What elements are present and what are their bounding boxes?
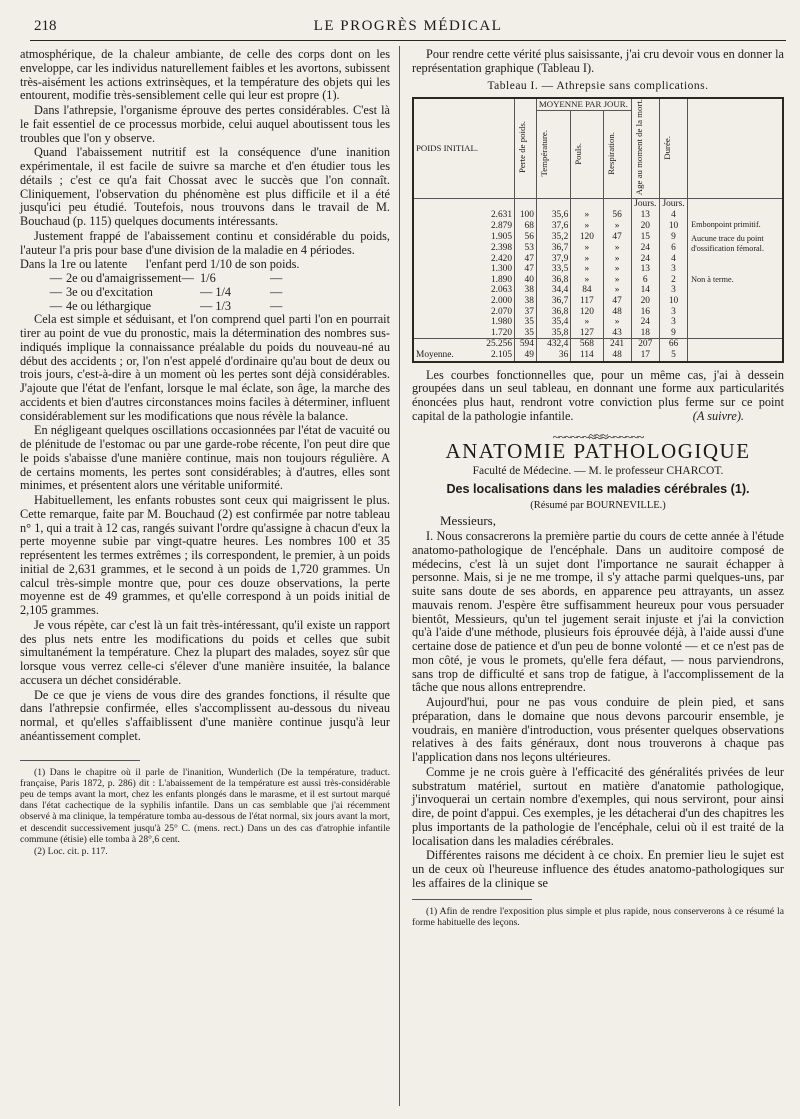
paragraph: Différentes raisons me décident à ce choix. En premier lieu le sujet est un de ceux où l'heureuse influence des études anatomo-pathologiques sur les affaires de la clinique se: [412, 848, 784, 890]
table-cell: 38: [515, 296, 537, 307]
mean-row: [413, 350, 783, 362]
table-cell: »: [603, 243, 631, 254]
phase-fraction: 1/6: [200, 271, 216, 285]
table-cell: 4: [659, 210, 687, 221]
table-units-row: [413, 199, 783, 210]
table-cell: 47: [603, 296, 631, 307]
header-temp-label: Température.: [538, 130, 549, 177]
unit-label: Jours.: [631, 199, 659, 210]
table-cell: »: [571, 275, 603, 286]
paragraph: Cela est simple et séduisant, et l'on comprend quel parti l'on en pourrait tirer au point de vue du pronostic, mais la détermination des nombres sus-indiqués implique la connaissance préalable du poids du nouveau-né au début des accidents ; or, l'on n'est appelé d'ordinaire qu'au bout de deux ou trois jours, c'est-à-dire à un moment où les pertes sont déjà considérables. J'ajoute que l'état de l'enfant, lorsque le mal éclate, son âge, la marche des accidents et bien d'autres circonstances moins faciles à déterminer, influent considérablement sur les modifications que nous révèle la balance.: [20, 312, 390, 423]
column-divider: [399, 46, 400, 1106]
table-cell: 2: [659, 275, 687, 286]
table-cell: »: [571, 254, 603, 265]
phase-name: 3e ou d'excitation: [66, 284, 153, 299]
table-cell: 2.420: [490, 253, 513, 264]
table-cell: 48: [603, 307, 631, 318]
table-cell: 127: [571, 328, 603, 339]
footnote: (1) Dans le chapitre où il parle de l'inanition, Wunderlich (De la température, traduct. française, Paris 1872, p. 286) dit : L'abaissement de la température est aussi très-considérable peu de temps avant la mort, chez les enfants plongés dans le marasme, et il est surtout marqué dans l'état cachectique de la syphilis infantile. Dans un cas semblable que j'ai récemment observé à ma clinique, la température tomba au-dessous de l'état normal, six jours avant la mort, et descendit successivement jusqu'à 25° C. (mens. rect.) Dans un des cas d'atrophie infantile commune (étisie) elle tomba à 28°,6 cent.: [20, 766, 390, 845]
table-cell: »: [603, 275, 631, 286]
header-resp-label: Respiration.: [605, 132, 616, 175]
table-cell: 84: [571, 285, 603, 296]
table-cell: 9: [659, 232, 687, 243]
table-cell: 43: [603, 328, 631, 339]
table-cell: 9: [659, 328, 687, 339]
phase-row: [20, 300, 390, 314]
table-cell: 1.905: [490, 231, 513, 242]
running-header: [30, 14, 786, 41]
table-cell: 117: [571, 296, 603, 307]
table-cell: 3: [659, 307, 687, 318]
phase-fraction: — 1/4: [200, 284, 232, 299]
table-cell: 37: [515, 307, 537, 318]
totals-row: [413, 339, 783, 350]
table-cell: 48: [603, 350, 631, 362]
table-row: [413, 210, 783, 221]
table-cell: »: [603, 285, 631, 296]
table-cell: 432,4: [536, 339, 570, 350]
paragraph: I. Nous consacrerons la première partie du cours de cette année à l'étude anatomo-pathologique de l'encéphale. Dans un auditoire composé de médecins, c'est là un sujet dont l'importance ne saurait échapper à personne. Mais, si je ne me trompe, il s'y attache parmi quelques-uns, par suite sans doute de ses abords, en apparence peu attrayants, un assez mauvais renom. J'espère être suffisamment heureux pour vous persuader bientôt, Messieurs, qu'un tel jugement serait injuste et j'ai la conviction qu'à l'aide d'une méthode, plusieurs fois éprouvée déjà, à l'aide aussi d'une certaine dose de patience et d'un peu de bonne volonté — et ce n'est pas de mon côté, je vous le promets, qu'elle fera défaut, — nous parviendrons, sans trop de difficulté et sans trop de fatigue, à l'accomplissement de la tâche que nous allons entreprendre.: [412, 529, 784, 695]
table-cell: 207: [631, 339, 659, 350]
table-cell: 120: [571, 307, 603, 318]
table-cell: 35: [515, 317, 537, 328]
header-age-label: Age au moment de la mort.: [633, 99, 644, 196]
table-cell: »: [603, 254, 631, 265]
table-cell: 4: [659, 254, 687, 265]
table-cell: 36: [536, 350, 570, 362]
remarks-cell: [688, 307, 783, 318]
paragraph: atmosphérique, de la chaleur ambiante, de celle des corps dont on les enveloppe, car les individus naturellement faibles et les avortons, subissent très-aisément les actions extrinsèques, et la température des objets qui les entourent, modifie très-sensiblement celle qui leur est propre (1).: [20, 47, 390, 103]
left-column: [20, 48, 390, 857]
phase-dash: —: [49, 284, 62, 299]
table-cell: [515, 199, 537, 210]
header-perte: [515, 98, 537, 198]
table-cell: 24: [631, 254, 659, 265]
table-cell: 24: [631, 243, 659, 254]
footnote: (2) Loc. cit. p. 117.: [34, 845, 108, 857]
paragraph: Les courbes fonctionnelles que, pour un même cas, j'ai à dessein groupées dans un seul tableau, en donnant une forme aux particularités énoncées plus haut, rendront votre conviction plus ferme sur ce point capital de la pathologie infantile.: [412, 367, 784, 423]
table-cell: 17: [631, 350, 659, 362]
table-row: [413, 254, 783, 265]
paragraph: Quand l'abaissement nutritif est la conséquence d'une inanition expérimentale, il est facile de suivre sa marche et d'en étudier tous les détails ; c'est ce qu'a fait Chossat avec le succès que l'on connaît. Cliniquement, l'observation du phénomène est plus difficile et il a été jusqu'ici peu étudié. Toutefois, nous trouvons dans le travail de M. Bouchaud (p. 115) quelques documents intéressants.: [20, 145, 390, 228]
table-cell: 100: [515, 210, 537, 221]
table-cell: 37,9: [536, 254, 570, 265]
table-cell: 37,6: [536, 221, 570, 232]
paragraph: Habituellement, les enfants robustes sont ceux qui maigrissent le plus. Cette remarque, faite par M. Bouchaud (2) est confirmée par notre tableau n° 1, qui a trait à 12 cas, rangés suivant l'ordre qu'assigne à chacun d'eux la perte moyenne subie par vingt-quatre heures. Les nombres 100 et 35 représentent les termes extrêmes ; ils correspondent, le premier, à un poids initial de 2,631 grammes, et le second à un poids de 1,720 grammes. Un calcul très-simple montre que, pour ces douze observations, la perte moyenne est de 49 grammes, et qu'elle correspond à un poids initial de 2,105 grammes.: [20, 493, 390, 617]
remark: Non à terme.: [688, 275, 783, 286]
table-cell: 24: [631, 317, 659, 328]
table-cell: 68: [515, 221, 537, 232]
phase-list: [20, 272, 390, 313]
table-cell: 35: [515, 328, 537, 339]
table-cell: 2.070: [490, 306, 513, 317]
table-cell: [688, 199, 783, 210]
header-temp: [536, 111, 570, 199]
table-cell: [413, 199, 515, 210]
table-cell: 56: [515, 232, 537, 243]
paragraph: Aujourd'hui, pour ne pas vous conduire de plein pied, et sans préparation, dans le domaine que nous devons parcourir ensemble, je voudrais, en manière d'introduction, vous présenter quelques observations relatives à des faits généraux, dont nous trouverons à chaque pas l'application dans nos leçons ultérieures.: [412, 695, 784, 765]
table-cell: 35,6: [536, 210, 570, 221]
table-cell: 56: [603, 210, 631, 221]
data-table: [412, 97, 784, 362]
table-cell: 16: [631, 307, 659, 318]
table-cell: [536, 199, 570, 210]
header-age: [631, 98, 659, 198]
header-moyenne: MOYENNE PAR JOUR.: [536, 98, 631, 111]
phase-row: [20, 272, 390, 286]
table-row: [413, 285, 783, 296]
paragraph: Je vous répète, car c'est là un fait très-intéressant, qu'il existe un rapport des plus nets entre les modifications du poids et celles que subit simultanément la température. Chez la plupart des malades, soyez sûr que lorsque vous verrez celle-ci s'élever d'une manière insuitée, la balance accusera un déchet considérable.: [20, 617, 390, 687]
table-cell: 6: [631, 275, 659, 286]
mean-value: 2.105: [490, 350, 513, 361]
greeting: Messieurs,: [440, 513, 496, 529]
table-cell: [603, 199, 631, 210]
remarks-cell: [688, 339, 783, 350]
table-cell: 13: [631, 264, 659, 275]
table-cell: 15: [631, 232, 659, 243]
table-cell: 35,2: [536, 232, 570, 243]
resume-credit: (Résumé par BOURNEVILLE.): [530, 499, 666, 511]
table-cell: 66: [659, 339, 687, 350]
table-cell: 53: [515, 243, 537, 254]
table-cell: 10: [659, 221, 687, 232]
table-cell: 38: [515, 285, 537, 296]
table-cell: »: [571, 210, 603, 221]
phase-row: [20, 286, 390, 300]
table-cell: 2.000: [490, 296, 513, 307]
table-cell: 33,5: [536, 264, 570, 275]
header-perte-label: Perte de poids.: [517, 121, 528, 174]
unit-label: Jours.: [659, 199, 687, 210]
table-row: [413, 296, 783, 307]
phase-intro: Dans la 1re ou latente l'enfant perd 1/10 de son poids.: [20, 257, 300, 272]
paragraph: De ce que je viens de vous dire des grandes fonctions, il résulte que dans l'athrepsie confirmée, elles s'accomplissent au-dessous du niveau normal, et qu'elles s'affaiblissent d'une manière continue jusqu'à leur anéantissement complet.: [20, 687, 390, 743]
table-cell: 2.398: [490, 242, 513, 253]
table-cell: 2.631: [490, 209, 513, 220]
remarks-cell: [688, 264, 783, 275]
table-cell: 47: [515, 254, 537, 265]
table-cell: 594: [515, 339, 537, 350]
phase-name: 4e ou léthargique: [66, 298, 152, 313]
table-row: [413, 328, 783, 339]
table-cell: 3: [659, 285, 687, 296]
remarks-cell: [688, 296, 783, 307]
table-row: [413, 275, 783, 286]
table-cell: »: [603, 264, 631, 275]
table-cell: »: [603, 221, 631, 232]
table-cell: 14: [631, 285, 659, 296]
phase-dash: —: [49, 298, 62, 313]
table-cell: 1.720: [490, 327, 513, 338]
table-cell: 5: [659, 350, 687, 362]
table-cell: 36,8: [536, 307, 570, 318]
table-cell: 2.063: [490, 285, 513, 296]
paragraph: Comme je ne crois guère à l'efficacité des généralités privées de leur substratum matériel, surtout en matière d'anatomie pathologique, j'invoquerai un certain nombre d'exemples, qui nous serviront, pour ainsi dire, de point d'appui. Ces exemples, je les détacherai d'un des chapitres les plus importants de la pathologie de l'encéphale, celui où il est traité de la localisation dans les maladies cérébrales.: [412, 764, 784, 848]
footnote-rule: [412, 899, 532, 900]
to-be-continued: (A suivre).: [692, 408, 744, 423]
table-cell: 47: [515, 264, 537, 275]
table-row: [413, 264, 783, 275]
table-cell: 34,4: [536, 285, 570, 296]
paragraph: Dans l'athrepsie, l'organisme éprouve des pertes considérables. C'est là le fait essentiel de ce processus morbide, celui auquel aboutissent tous les troubles que l'on y observe.: [20, 103, 390, 145]
table-caption: Tableau I. — Athrepsie sans complications.: [487, 79, 709, 92]
remarks-cell: [688, 317, 783, 328]
table-cell: 13: [631, 210, 659, 221]
right-column: [412, 48, 784, 928]
table-cell: 568: [571, 339, 603, 350]
table-cell: 35,4: [536, 317, 570, 328]
phase-name: 2e ou d'amaigrissement—: [66, 271, 194, 285]
remarks-cell: [688, 254, 783, 265]
paragraph: En négligeant quelques oscillations occasionnées par l'état de vacuité ou de plénitude de l'estomac ou par une garde-robe récente, l'on peut dire que le poids s'abaisse d'une manière continue, mais non toujours régulière. A de certains moments, les pertes sont considérables; à d'autres, elles sont minimes, et présentent alors une véritable uniformité.: [20, 423, 390, 493]
remarks-cell: [688, 328, 783, 339]
table-cell: 10: [659, 296, 687, 307]
table-cell: 40: [515, 275, 537, 286]
faculty-line: Faculté de Médecine. — M. le professeur CHARCOT.: [472, 465, 724, 478]
journal-title: LE PROGRÈS MÉDICAL: [313, 18, 503, 34]
table-cell: 120: [571, 232, 603, 243]
table-cell: 2.879: [490, 220, 513, 231]
table-cell: 25.256: [413, 339, 515, 350]
table-row: [413, 307, 783, 318]
page-number: 218: [34, 18, 57, 34]
table-cell: 18: [631, 328, 659, 339]
table-cell: 6: [659, 243, 687, 254]
paragraph: Justement frappé de l'abaissement continu et considérable du poids, l'auteur l'a pris pour base d'une division de la maladie en 4 périodes.: [20, 228, 390, 257]
header-pouls-label: Pouls.: [573, 142, 584, 165]
table-cell: 3: [659, 317, 687, 328]
header-duree: [659, 98, 687, 198]
table-cell: [571, 199, 603, 210]
phase-dash: —: [270, 271, 283, 285]
table-cell: 35,8: [536, 328, 570, 339]
table-cell: 114: [571, 350, 603, 362]
lecture-title: Des localisations dans les maladies cérébrales (1).: [446, 481, 750, 496]
table-cell: 20: [631, 221, 659, 232]
table-cell: 49: [515, 350, 537, 362]
table-cell: [413, 350, 515, 362]
remarks-cell: [688, 210, 783, 254]
paragraph: Pour rendre cette vérité plus saisissante, j'ai cru devoir vous en donner la représentation graphique (Tableau I).: [412, 47, 784, 75]
table-cell: »: [571, 317, 603, 328]
header-resp: [603, 111, 631, 199]
table-cell: 47: [603, 232, 631, 243]
remarks-cell: [688, 285, 783, 296]
table-cell: 3: [659, 264, 687, 275]
footnote-rule: [20, 760, 140, 761]
table-cell: 36,7: [536, 243, 570, 254]
section-title: ANATOMIE PATHOLOGIQUE: [445, 439, 751, 464]
table-cell: 1.980: [490, 317, 513, 328]
table-body: [413, 199, 783, 362]
phase-dash: —: [270, 284, 283, 299]
table-cell: »: [571, 243, 603, 254]
ornament-divider: ~~~~~~≈≈≈~~~~~~: [552, 428, 644, 444]
header-poids: POIDS INITIAL.: [413, 98, 515, 198]
table-cell: »: [603, 317, 631, 328]
phase-fraction: — 1/3: [200, 298, 232, 313]
phase-dash: —: [270, 298, 283, 313]
table-cell: 1.890: [490, 274, 513, 285]
header-remarks: [688, 98, 783, 198]
table-cell: »: [571, 221, 603, 232]
header-duree-label: Durée.: [661, 135, 672, 160]
table-cell: 1.300: [490, 264, 513, 275]
table-cell: »: [571, 264, 603, 275]
remark: Embonpoint primitif.: [691, 219, 761, 229]
table-cell: 241: [603, 339, 631, 350]
table-cell: 36,8: [536, 275, 570, 286]
phase-dash: —: [49, 271, 62, 285]
table-row: [413, 317, 783, 328]
footnote: (1) Afin de rendre l'exposition plus simple et plus rapide, nous conserverons à ce résumé la forme habituelle des leçons.: [412, 905, 784, 928]
mean-label: Moyenne.: [416, 350, 454, 361]
remark: Aucune trace du point d'ossification fémoral.: [691, 233, 765, 253]
header-pouls: [571, 111, 603, 199]
remarks-cell: [688, 350, 783, 362]
table-cell: 20: [631, 296, 659, 307]
table-cell: 36,7: [536, 296, 570, 307]
